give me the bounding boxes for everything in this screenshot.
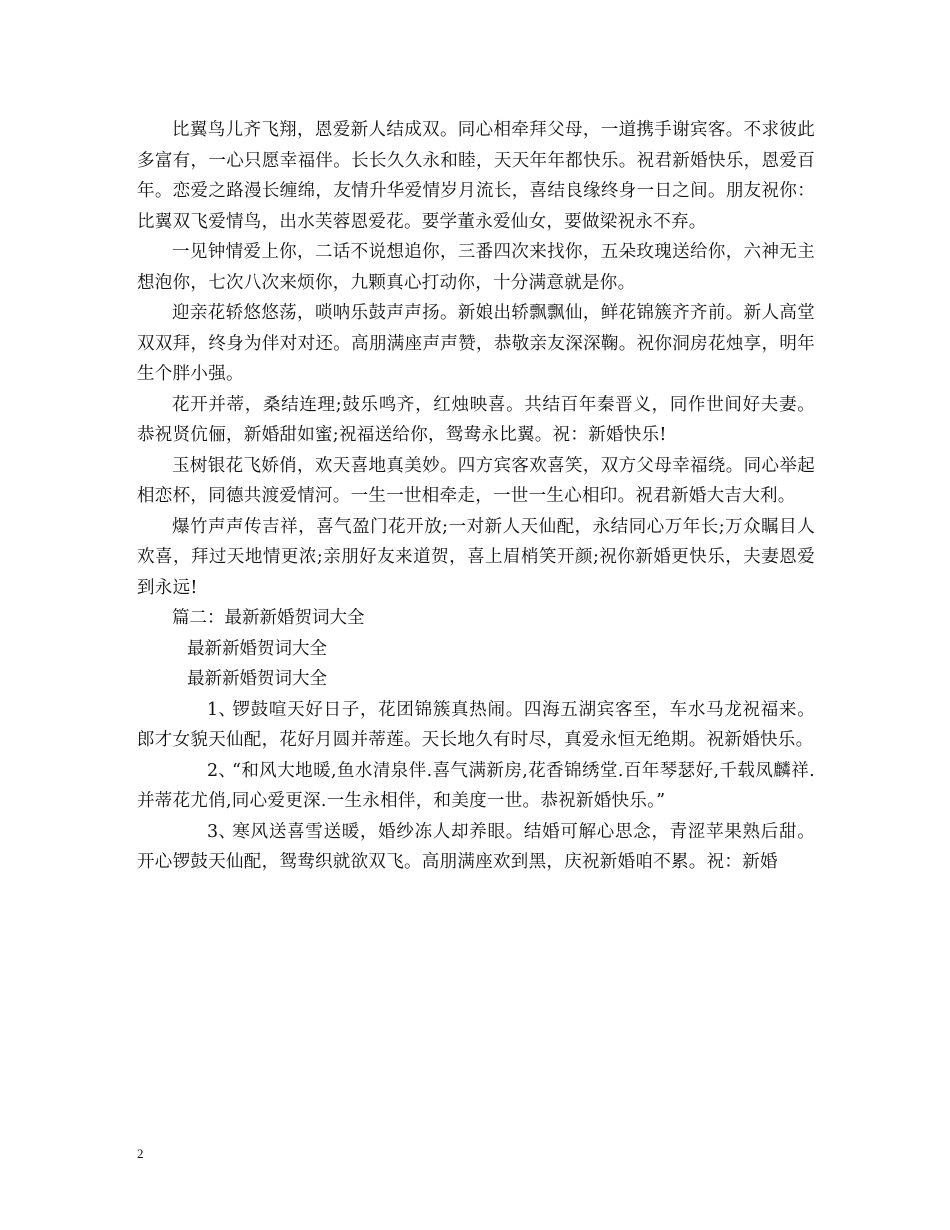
document-body	[137, 115, 815, 878]
subtitle-1: 最新新婚贺词大全	[187, 638, 327, 659]
numbered-item-1	[137, 695, 815, 756]
paragraph-6: 爆竹声声传吉祥，喜气盈门花开放;一对新人天仙配，永结同心万年长;万众瞩目人欢喜，拜过天地情更浓;亲朋好友来道贺，喜上眉梢笑开颜;祝你新婚更快乐，夫妻恩爱到永远!	[137, 516, 815, 598]
paragraph-1: 比翼鸟儿齐飞翔，恩爱新人结成双。同心相牵拜父母，一道携手谢宾客。不求彼此多富有，一心只愿幸福伴。长长久久永和睦，天天年年都快乐。祝君新婚快乐，恩爱百年。恋爱之路漫长缠绵，友情升华爱情岁月流长，喜结良缘终身一日之间。朋友祝你：比翼双飞爱情鸟，出水芙蓉恩爱花。要学董永爱仙女，要做梁祝永不弃。	[137, 120, 815, 232]
item-text: 寒风送喜雪送暖，婚纱冻人却养眼。结婚可解心思念，青涩苹果熟后甜。开心锣鼓天仙配，鸳鸯织就欲双飞。高朋满座欢到黑，庆祝新婚咱不累。祝：新婚	[137, 821, 815, 872]
paragraph-5: 玉树银花飞娇俏，欢天喜地真美妙。四方宾客欢喜笑，双方父母幸福绕。同心举起相恋杯，同德共渡爱情河。一生一世相牵走，一世一生心相印。祝君新婚大吉大利。	[137, 455, 815, 506]
item-number: 1、	[207, 699, 237, 720]
paragraph-4: 花开并蒂，桑结连理;鼓乐鸣齐，红烛映喜。共结百年秦晋义，同作世间好夫妻。恭祝贤伉俪，新婚甜如蜜;祝福送给你，鸳鸯永比翼。祝：新婚快乐!	[137, 394, 815, 445]
item-number: 2、	[207, 760, 237, 781]
numbered-item-2	[137, 756, 815, 817]
paragraph-3: 迎亲花轿悠悠荡，唢呐乐鼓声声扬。新娘出轿飘飘仙，鲜花锦簇齐齐前。新人高堂双双拜，终身为伴对对还。高朋满座声声赞，恭敬亲友深深鞠。祝你洞房花烛享，明年生个胖小强。	[137, 303, 815, 384]
item-text: “和风大地暖,鱼水清泉伴.喜气满新房,花香锦绣堂.百年琴瑟好,千载凤麟祥.并蒂花尤俏,同心爱更深.一生永相伴，和美度一世。恭祝新婚快乐。”	[137, 760, 815, 811]
section-title: 篇二：最新新婚贺词大全	[172, 608, 365, 628]
subtitle-2: 最新新婚贺词大全	[187, 669, 327, 689]
numbered-item-3	[137, 817, 815, 878]
paragraph-2: 一见钟情爱上你，二话不说想追你，三番四次来找你，五朵玫瑰送给你，六神无主想泡你，七次八次来烦你，九颗真心打动你，十分满意就是你。	[137, 242, 815, 293]
item-number: 3、	[207, 821, 237, 842]
item-text: 锣鼓喧天好日子，花团锦簇真热闹。四海五湖宾客至，车水马龙祝福来。郎才女貌天仙配，花好月圆并蒂莲。天长地久有时尽，真爱永恒无绝期。祝新婚快乐。	[137, 699, 815, 750]
page-number: 2	[137, 1146, 144, 1161]
